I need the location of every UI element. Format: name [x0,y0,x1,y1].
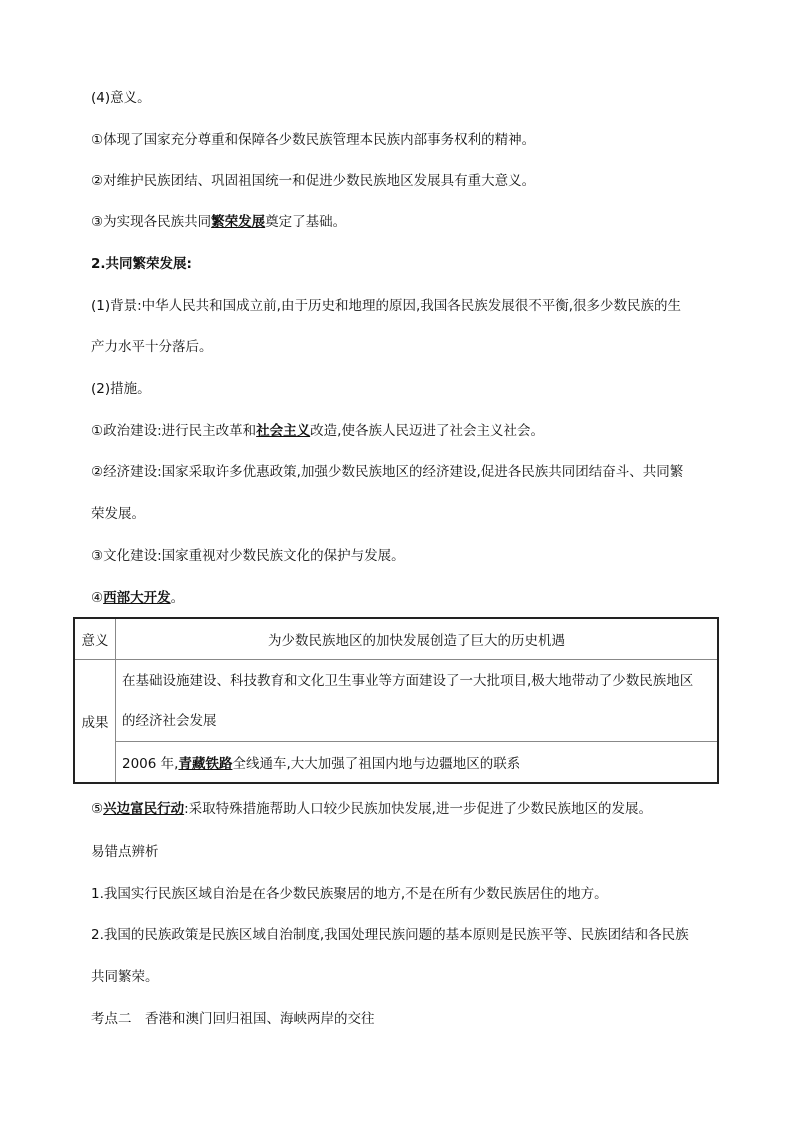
emphasis-term: 繁荣发展 [211,214,266,230]
text-segment: ①政治建设:进行民主改革和 [91,423,257,439]
table-cell-label: 意义 [74,618,116,660]
text-segment: :采取特殊措施帮助人口较少民族加快发展,进一步促进了少数民族地区的发展。 [184,801,652,817]
text-segment: 改造,使各族人民迈进了社会主义社会。 [310,423,544,439]
text-segment: 2006 年, [122,756,179,772]
paragraph-point-3 [91,213,346,231]
table-cell-value [116,660,719,742]
emphasis-term: 社会主义 [256,423,311,439]
paragraph-economic-line-2: 荣发展。 [91,506,145,522]
text-segment: 。 [170,590,185,606]
paragraph-point-2: ②对维护民族团结、巩固祖国统一和促进少数民族地区发展具有重大意义。 [91,173,536,189]
table-row [74,618,718,660]
paragraph-error-2-line-1: 2.我国的民族政策是民族区域自治制度,我国处理民族问题的基本原则是民族平等、民族团结和各民族 [91,927,689,943]
table-cell-text-line: 的经济社会发展 [122,712,217,729]
emphasis-term: 青藏铁路 [178,756,233,772]
paragraph-error-1: 1.我国实行民族区域自治是在各少数民族聚居的地方,不是在所有少数民族居住的地方。 [91,886,608,902]
paragraph-border-prosperity [91,800,652,818]
table-cell-label: 成果 [74,660,116,784]
text-segment: 奠定了基础。 [265,214,347,230]
paragraph-background-line-2: 产力水平十分落后。 [91,339,213,355]
table-cell-value: 为少数民族地区的加快发展创造了巨大的历史机遇 [116,618,719,660]
text-segment: ④ [91,590,104,606]
text-segment: ③为实现各民族共同 [91,214,212,230]
section-heading-common-errors: 易错点辨析 [91,844,159,860]
text-segment: 全线通车,大大加强了祖国内地与边疆地区的联系 [232,756,521,772]
western-development-table [73,617,719,784]
emphasis-term: 西部大开发 [103,590,171,606]
paragraph-point-1: ①体现了国家充分尊重和保障各少数民族管理本民族内部事务权利的精神。 [91,132,536,148]
section-heading-measures: (2)措施。 [91,381,151,397]
table-row [74,742,718,784]
section-heading-significance: (4)意义。 [91,90,151,106]
paragraph-political [91,422,544,440]
table-cell-value [116,742,719,784]
paragraph-western-development [91,589,184,607]
paragraph-background-line-1: (1)背景:中华人民共和国成立前,由于历史和地理的原因,我国各民族发展很不平衡,很多少数民族的生 [91,298,682,314]
paragraph-economic-line-1: ②经济建设:国家采取许多优惠政策,加强少数民族地区的经济建设,促进各民族共同团结奋斗、共同繁 [91,464,684,480]
table-row [74,660,718,742]
paragraph-error-2-line-2: 共同繁荣。 [91,969,159,985]
emphasis-term: 兴边富民行动 [103,801,185,817]
section-heading-topic-2: 考点二 香港和澳门回归祖国、海峡两岸的交往 [91,1011,375,1027]
paragraph-cultural: ③文化建设:国家重视对少数民族文化的保护与发展。 [91,548,405,564]
text-segment: ⑤ [91,801,104,817]
section-heading-common-prosperity: 2.共同繁荣发展: [91,256,192,272]
table-cell-text-line: 在基础设施建设、科技教育和文化卫生事业等方面建设了一大批项目,极大地带动了少数民族地区 [122,672,694,689]
